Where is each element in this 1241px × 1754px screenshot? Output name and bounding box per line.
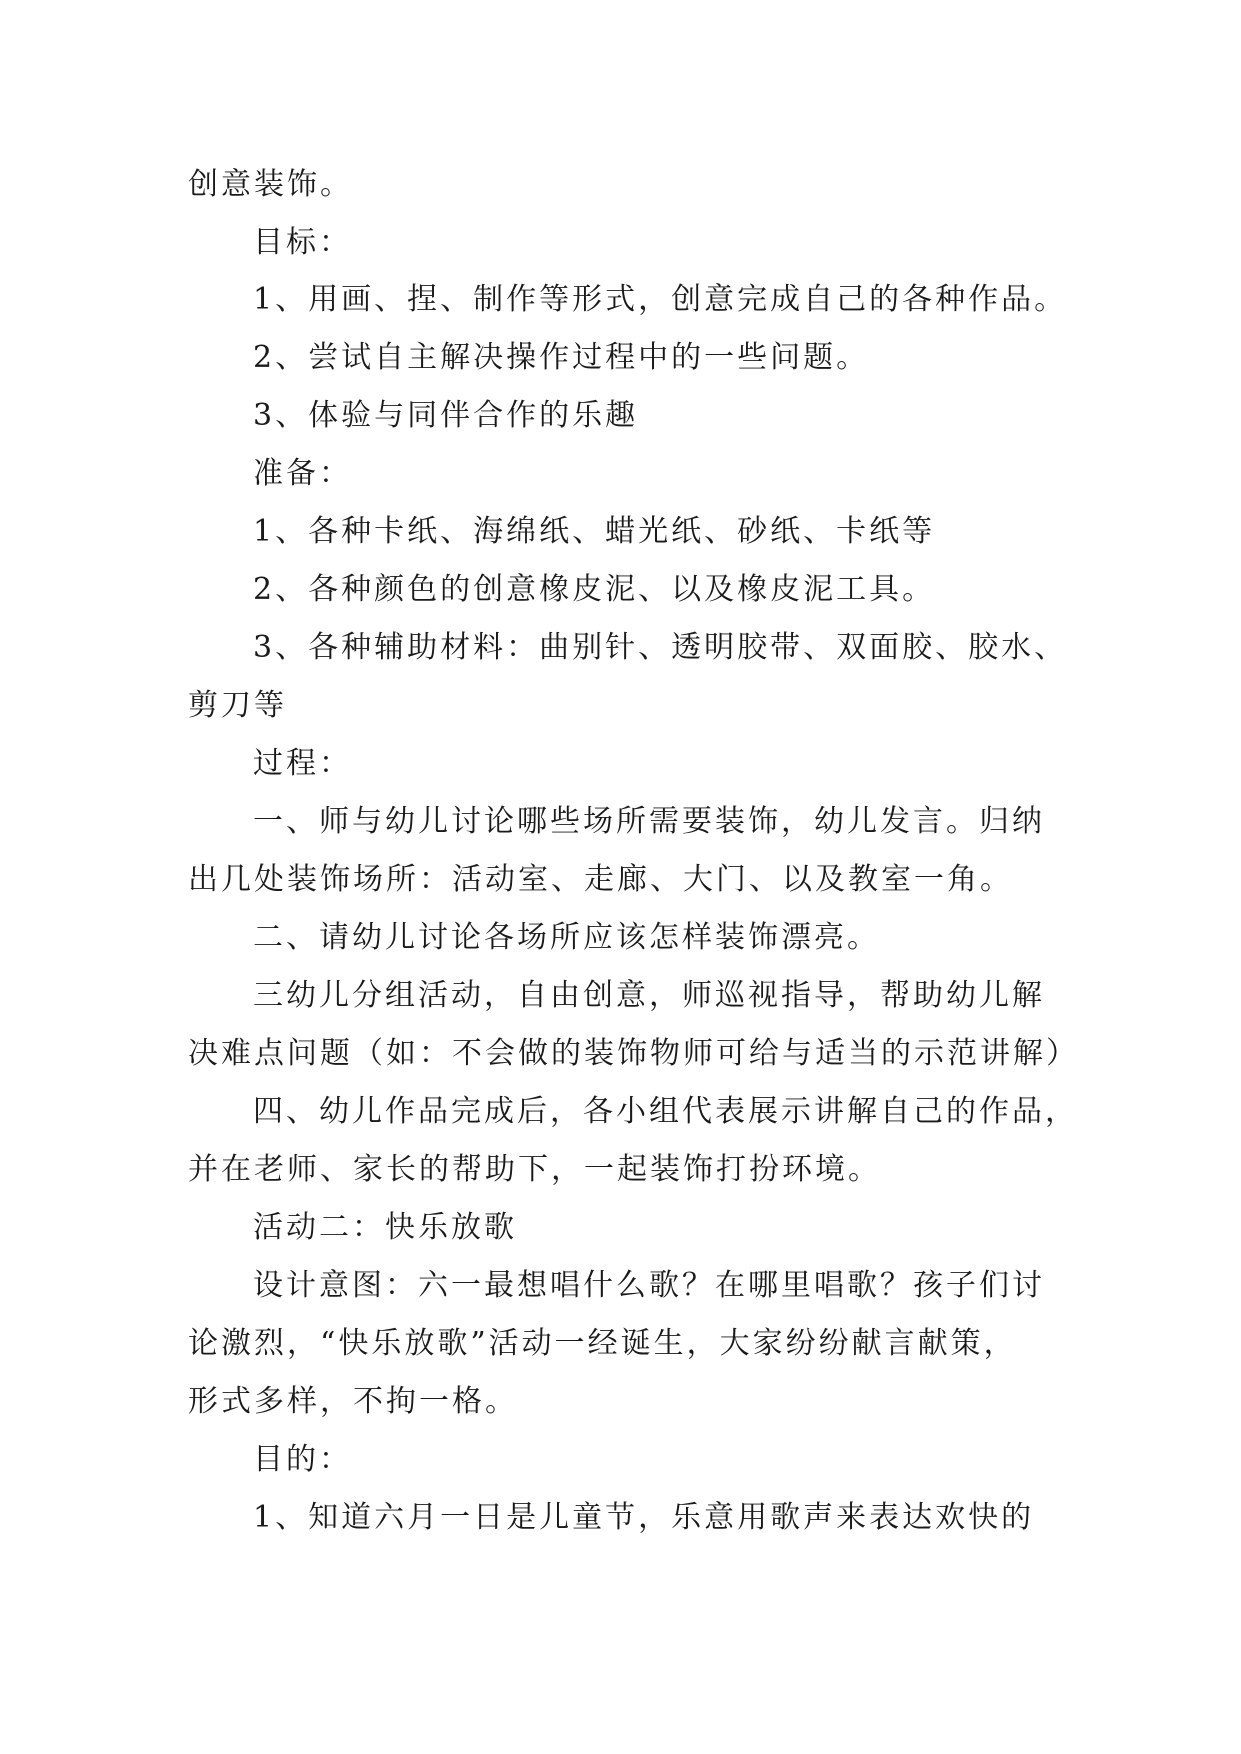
- list-item: 1、知道六月一日是儿童节，乐意用歌声来表达欢快的: [253, 1500, 1035, 1535]
- section-heading-activity-two: 活动二：快乐放歌: [253, 1210, 517, 1245]
- paragraph-line: 并在老师、家长的帮助下，一起装饰打扮环境。: [188, 1152, 881, 1187]
- paragraph-line: 设计意图：六一最想唱什么歌？在哪里唱歌？孩子们讨: [253, 1268, 1045, 1303]
- paragraph-line: 形式多样，不拘一格。: [188, 1384, 518, 1419]
- list-item: 2、尝试自主解决操作过程中的一些问题。: [253, 340, 870, 375]
- paragraph-line: 论激烈，“快乐放歌”活动一经诞生，大家纷纷献言献策，: [188, 1326, 1017, 1361]
- paragraph-line: 决难点问题（如：不会做的装饰物师可给与适当的示范讲解）: [188, 1036, 1079, 1071]
- list-item: 3、体验与同伴合作的乐趣: [253, 398, 639, 433]
- section-heading-process: 过程：: [253, 746, 352, 781]
- paragraph-line: 出几处装饰场所：活动室、走廊、大门、以及教室一角。: [188, 862, 1013, 897]
- section-heading-purpose: 目的：: [253, 1442, 352, 1477]
- paragraph-line: 二、请幼儿讨论各场所应该怎样装饰漂亮。: [253, 920, 880, 955]
- paragraph-line: 一、师与幼儿讨论哪些场所需要装饰，幼儿发言。归纳: [253, 804, 1045, 839]
- text-line: 剪刀等: [188, 688, 287, 723]
- section-heading-goals: 目标：: [253, 225, 352, 260]
- list-item: 1、用画、捏、制作等形式，创意完成自己的各种作品。: [253, 282, 1068, 317]
- section-heading-preparation: 准备：: [253, 456, 352, 491]
- list-item: 1、各种卡纸、海绵纸、蜡光纸、砂纸、卡纸等: [253, 514, 936, 549]
- text-line: 创意装饰。: [188, 167, 353, 202]
- list-item: 3、各种辅助材料：曲别针、透明胶带、双面胶、胶水、: [253, 630, 1068, 665]
- list-item: 2、各种颜色的创意橡皮泥、以及橡皮泥工具。: [253, 572, 936, 607]
- paragraph-line: 四、幼儿作品完成后，各小组代表展示讲解自己的作品，: [253, 1094, 1078, 1129]
- paragraph-line: 三幼儿分组活动，自由创意，师巡视指导，帮助幼儿解: [253, 978, 1045, 1013]
